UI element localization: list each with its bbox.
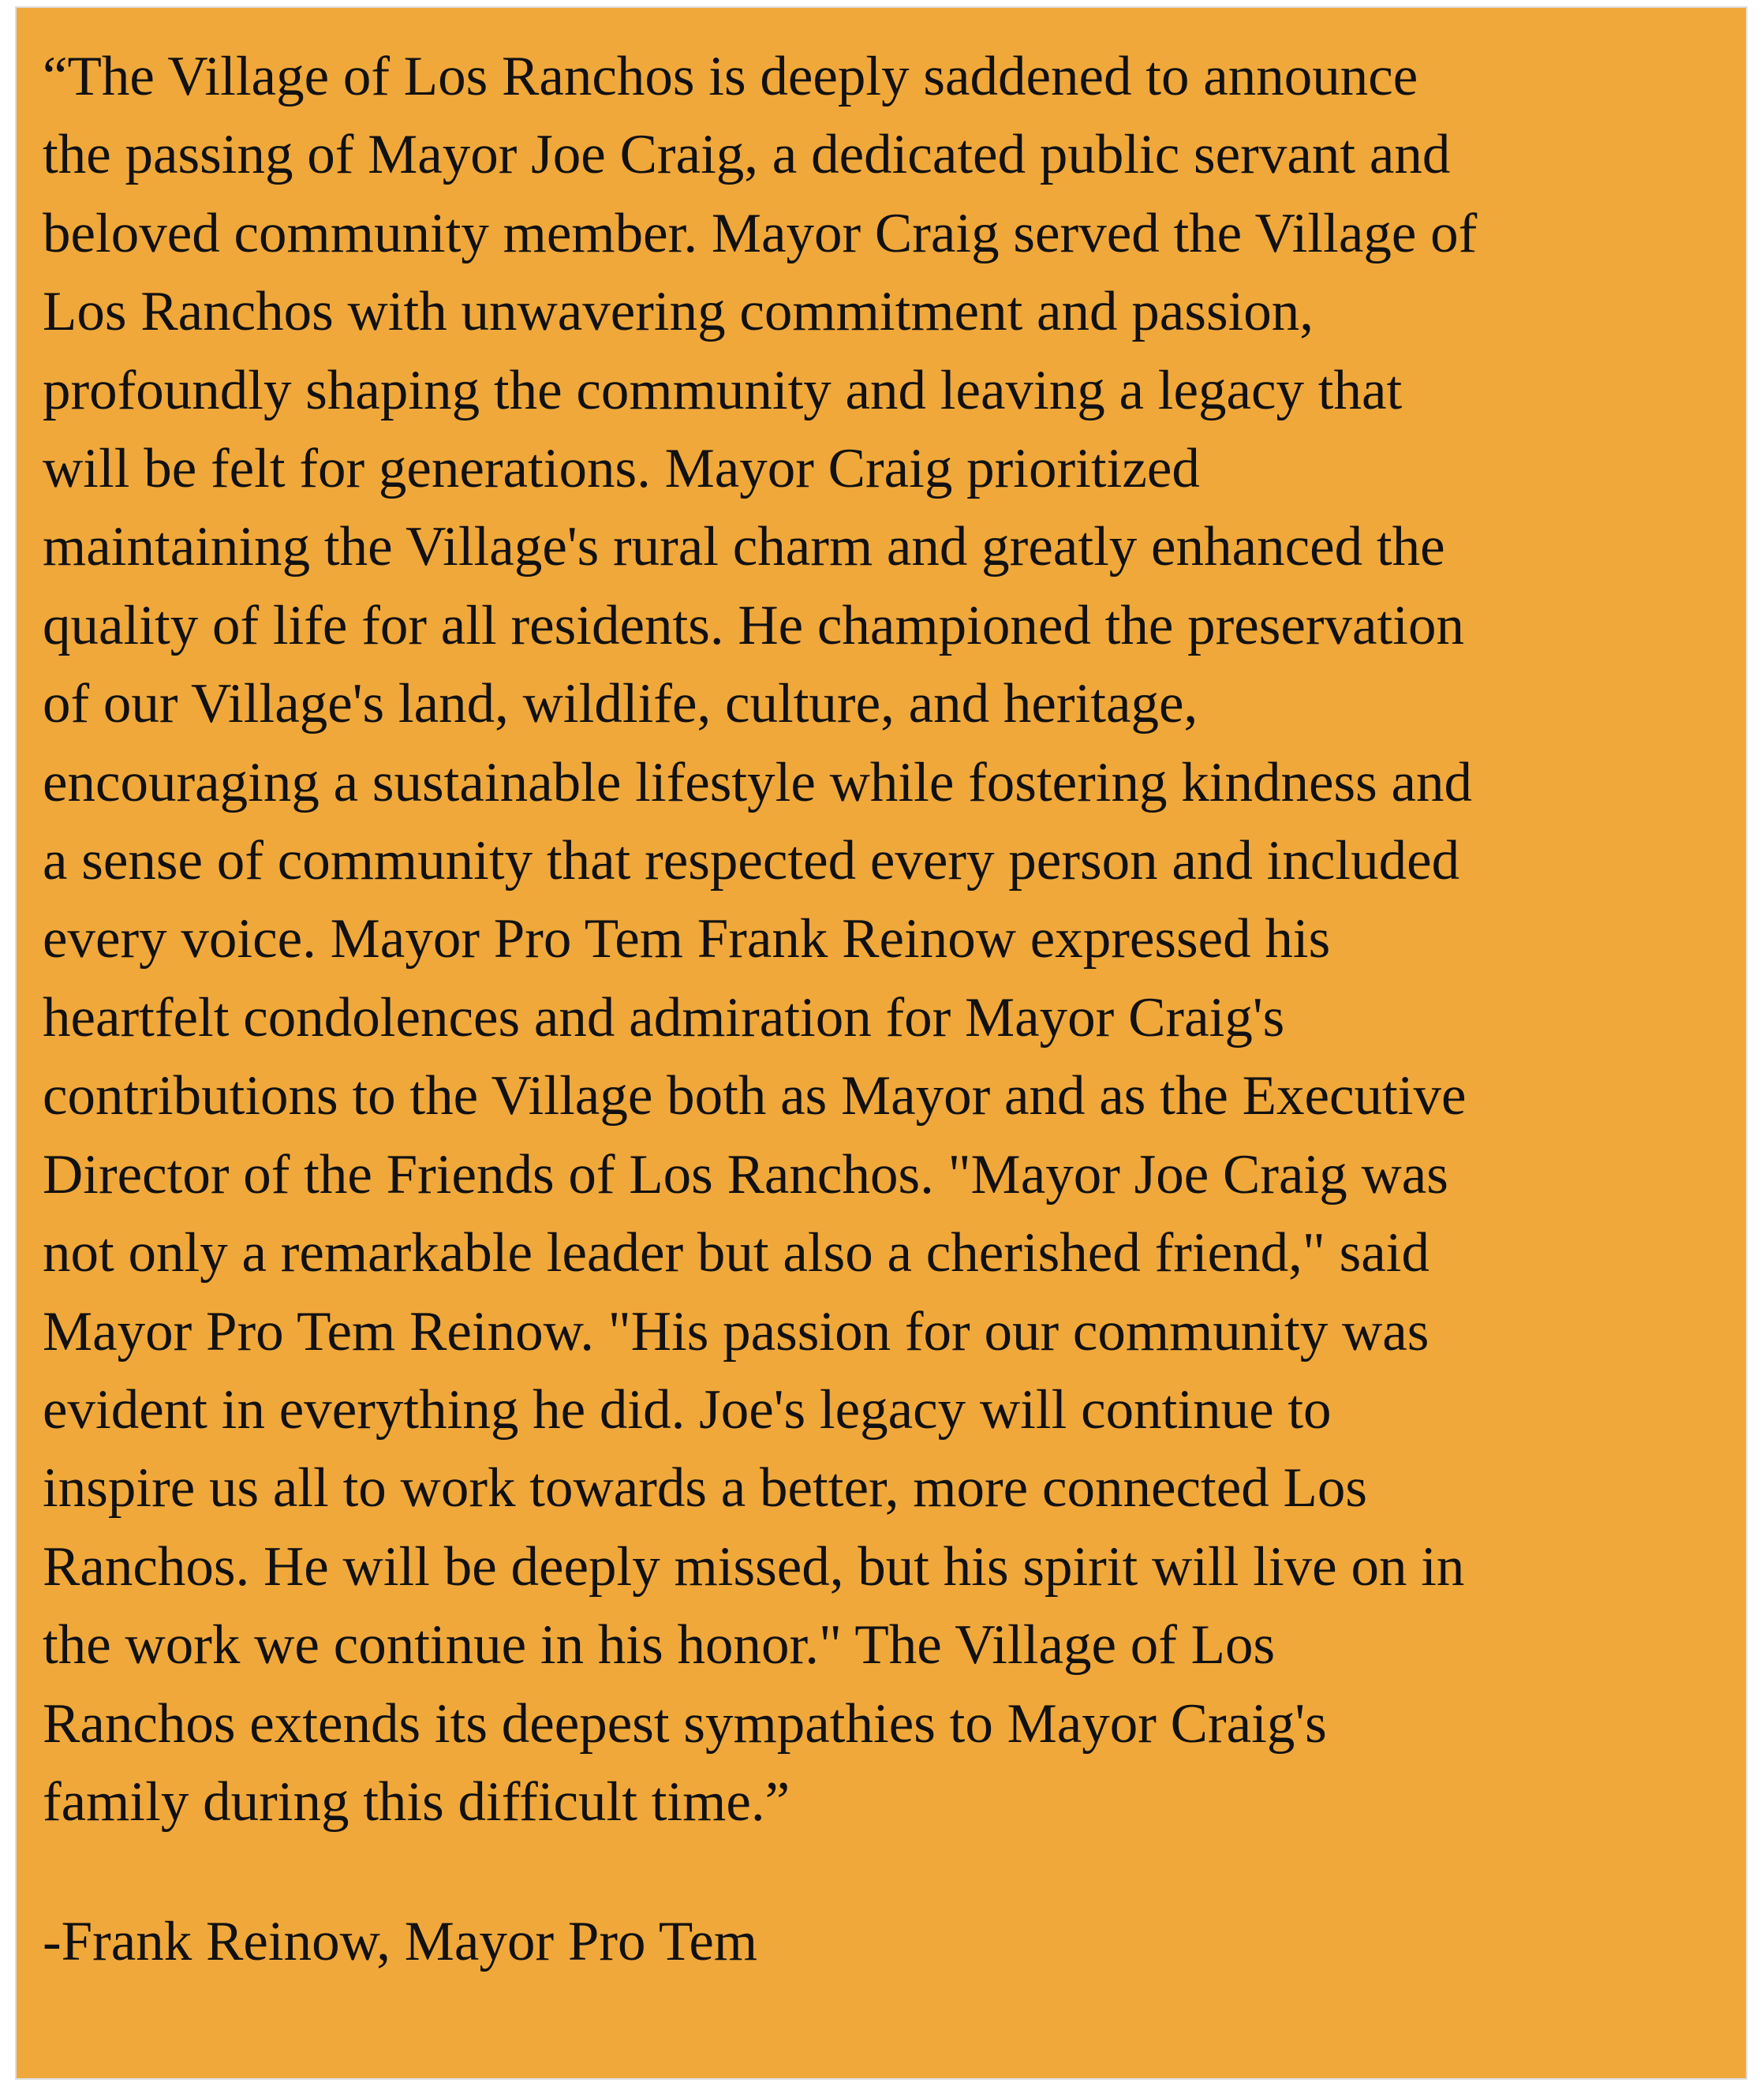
statement-line: a sense of community that respected every person and included	[43, 830, 1460, 892]
statement-line: quality of life for all residents. He championed the preservation	[43, 594, 1465, 656]
statement-line: maintaining the Village's rural charm and greatly enhanced the	[43, 516, 1445, 578]
statement-line: the passing of Mayor Joe Craig, a dedicated public servant and	[43, 124, 1451, 186]
statement-line: beloved community member. Mayor Craig served the Village of	[43, 202, 1478, 264]
statement-line: encouraging a sustainable lifestyle while fostering kindness and	[43, 751, 1472, 813]
statement-line: Director of the Friends of Los Ranchos. "Mayor Joe Craig was	[43, 1143, 1448, 1206]
statement-line: “The Village of Los Ranchos is deeply saddened to announce	[43, 46, 1418, 107]
statement-line: evident in everything he did. Joe's legacy will continue to	[43, 1378, 1332, 1441]
statement-line: Ranchos. He will be deeply missed, but his spirit will live on in	[43, 1535, 1465, 1598]
statement-line: every voice. Mayor Pro Tem Frank Reinow expressed his	[43, 908, 1331, 970]
statement-line: the work we continue in his honor." The Village of Los	[43, 1614, 1276, 1677]
statement-line: Los Ranchos with unwavering commitment and passion,	[43, 281, 1314, 343]
statement-line: inspire us all to work towards a better, more connected Los	[43, 1457, 1367, 1520]
statement-line: Mayor Pro Tem Reinow. "His passion for our community was	[43, 1300, 1430, 1363]
statement-line: family during this difficult time.”	[43, 1770, 790, 1833]
signature-line: -Frank Reinow, Mayor Pro Tem	[43, 1911, 758, 1972]
statement-line: of our Village's land, wildlife, culture, and heritage,	[43, 673, 1198, 735]
statement-line: will be felt for generations. Mayor Craig prioritized	[43, 438, 1200, 500]
statement-line: heartfelt condolences and admiration for Mayor Craig's	[43, 986, 1285, 1049]
statement-panel	[15, 6, 1747, 2080]
statement-line: Ranchos extends its deepest sympathies to Mayor Craig's	[43, 1692, 1327, 1755]
statement-text	[43, 38, 1739, 1841]
statement-line: contributions to the Village both as Mayor and as the Executive	[43, 1065, 1467, 1127]
statement-line: profoundly shaping the community and leaving a legacy that	[43, 359, 1403, 421]
statement-line: not only a remarkable leader but also a cherished friend," said	[43, 1222, 1430, 1284]
